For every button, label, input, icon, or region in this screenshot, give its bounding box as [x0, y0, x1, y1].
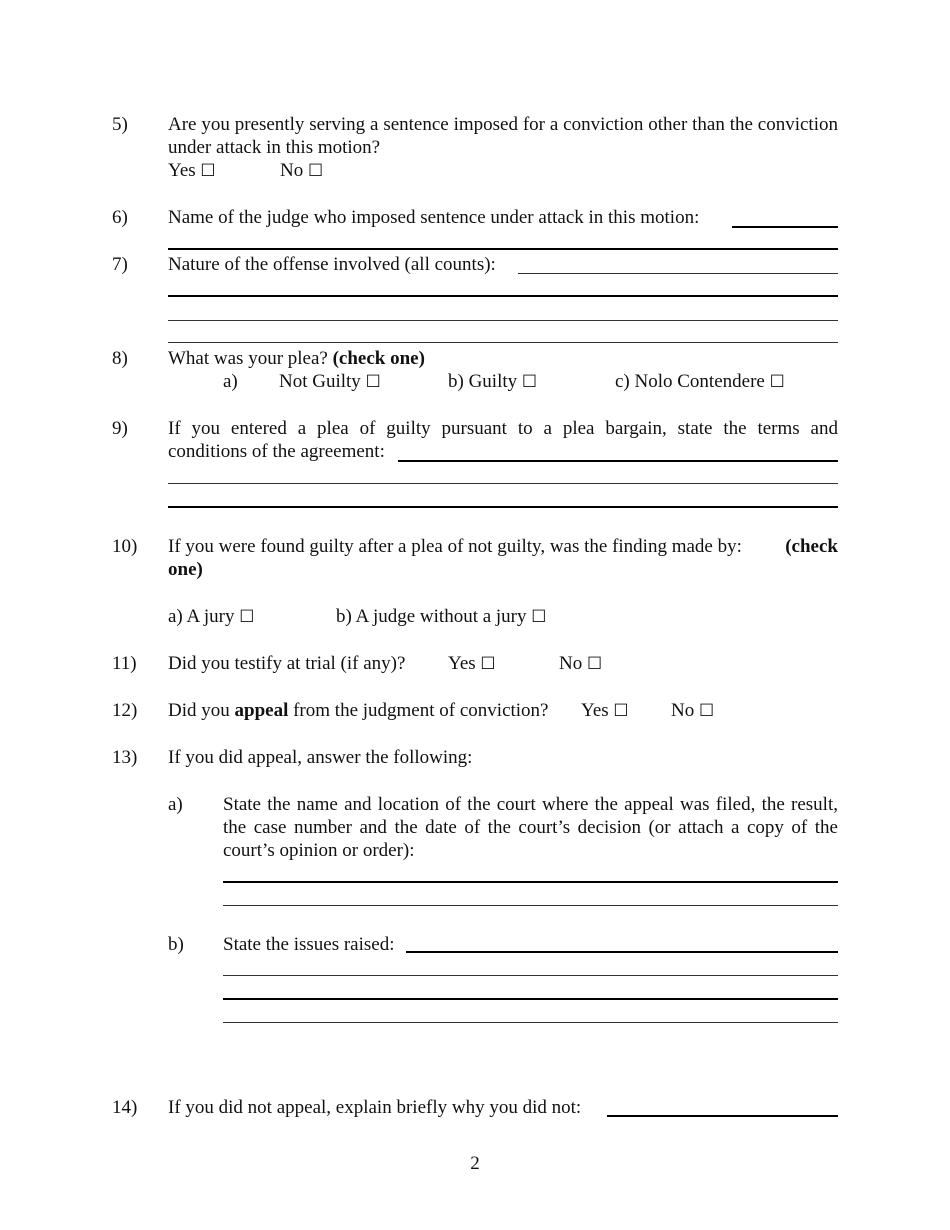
q13a-letter: a): [168, 794, 183, 815]
q8-option-a-letter: a): [223, 371, 238, 392]
q12-question: [168, 699, 549, 722]
q5-number: 5): [112, 114, 128, 135]
q8-not-guilty-label: Not Guilty: [279, 371, 361, 392]
q8-option-not-guilty: [279, 370, 381, 394]
q8-not-guilty-checkbox[interactable]: ☐: [365, 372, 381, 392]
q10-option-judge: [336, 605, 547, 629]
q8-question-text: What was your plea?: [168, 348, 328, 369]
q9-number: 9): [112, 418, 128, 439]
q9-answer-line[interactable]: [398, 460, 838, 462]
q13b-answer-line-4[interactable]: [223, 1022, 838, 1023]
q7-answer-line[interactable]: [518, 273, 838, 274]
q10-instruction-part-1: [785, 535, 838, 558]
q13b-letter: b): [168, 934, 184, 955]
q10-jury-checkbox[interactable]: ☐: [239, 607, 255, 627]
q10-judge-checkbox[interactable]: ☐: [531, 607, 547, 627]
q11-yes-option: [448, 652, 496, 676]
q8-option-nolo: [615, 370, 785, 394]
q8-option-guilty: [448, 370, 537, 394]
q10-number: 10): [112, 536, 138, 557]
q5-no-label: No: [280, 160, 304, 181]
q7-answer-line-3[interactable]: [168, 320, 838, 321]
q12-text-post: from the judgment of conviction?: [293, 700, 549, 721]
q8-guilty-checkbox[interactable]: ☐: [521, 372, 538, 392]
q8-number: 8): [112, 348, 128, 369]
q5-no-checkbox[interactable]: ☐: [307, 161, 324, 181]
q12-no-label: No: [671, 700, 695, 721]
q8-nolo-label: c) Nolo Contendere: [615, 371, 765, 392]
q10-option-jury: [168, 605, 255, 629]
q13a-question: State the name and location of the court where the appeal was filed, the result, the case number and the date of the court’s decision (or attach a copy of the court’s opinion or order):: [223, 794, 838, 861]
q10-jury-label: a) A jury: [168, 606, 235, 627]
q12-yes-option: [581, 699, 629, 723]
q14-question: If you did not appeal, explain briefly why you did not:: [168, 1097, 582, 1118]
q10-question: If you were found guilty after a plea of not guilty, was the finding made by:: [168, 536, 742, 557]
q5-question: Are you presently serving a sentence imposed for a conviction other than the conviction under attack in this motion?: [168, 114, 838, 158]
q5-no-option: [280, 159, 323, 183]
q6-question: Name of the judge who imposed sentence under attack in this motion:: [168, 207, 700, 228]
q10-instruction-bold-1: (check: [785, 536, 838, 557]
q10-instruction-bold-2: one): [168, 559, 203, 580]
q14-answer-line[interactable]: [607, 1115, 838, 1117]
q7-answer-line-4[interactable]: [168, 342, 838, 343]
q13b-answer-line-3[interactable]: [223, 998, 838, 1000]
q12-number: 12): [112, 700, 138, 721]
q7-answer-line-2[interactable]: [168, 295, 838, 297]
q9-question-line-1: If you entered a plea of guilty pursuant to a plea bargain, state the terms and: [168, 418, 838, 439]
page-number: 2: [470, 1153, 480, 1174]
q11-yes-checkbox[interactable]: ☐: [480, 654, 496, 674]
q9-answer-line-2[interactable]: [168, 483, 838, 484]
q8-guilty-label: b) Guilty: [448, 371, 518, 392]
q9-question-line-2: conditions of the agreement:: [168, 441, 385, 462]
q11-no-label: No: [559, 653, 583, 674]
q10-instruction-part-2: [168, 558, 203, 581]
q12-yes-label: Yes: [581, 700, 609, 721]
q14-number: 14): [112, 1097, 138, 1118]
q7-number: 7): [112, 254, 128, 275]
q11-number: 11): [112, 653, 137, 674]
q13b-question: State the issues raised:: [223, 934, 395, 955]
q6-answer-line-2[interactable]: [168, 248, 838, 250]
q10-judge-label: b) A judge without a jury: [336, 606, 527, 627]
q12-no-option: [671, 699, 714, 723]
q12-text-bold: appeal: [234, 700, 289, 721]
q5-yes-label: Yes: [168, 160, 196, 181]
q11-no-option: [559, 652, 602, 676]
q8-question: [168, 347, 425, 370]
q13a-answer-line-1[interactable]: [223, 881, 838, 883]
q8-nolo-checkbox[interactable]: ☐: [769, 372, 785, 392]
q7-question: Nature of the offense involved (all counts):: [168, 254, 496, 275]
q5-yes-checkbox[interactable]: ☐: [200, 161, 216, 181]
q13b-answer-line[interactable]: [406, 951, 838, 953]
q11-yes-label: Yes: [448, 653, 476, 674]
q13-number: 13): [112, 747, 138, 768]
q11-question: Did you testify at trial (if any)?: [168, 653, 406, 674]
q12-no-checkbox[interactable]: ☐: [698, 701, 715, 721]
q9-answer-line-3[interactable]: [168, 506, 838, 508]
q12-yes-checkbox[interactable]: ☐: [613, 701, 629, 721]
q6-answer-line[interactable]: [732, 226, 838, 228]
q12-text-pre: Did you: [168, 700, 230, 721]
q13-question: If you did appeal, answer the following:: [168, 747, 473, 768]
q5-yes-option: [168, 159, 216, 183]
q11-no-checkbox[interactable]: ☐: [586, 654, 603, 674]
q8-instruction: (check one): [332, 348, 425, 369]
q13a-answer-line-2[interactable]: [223, 905, 838, 906]
q6-number: 6): [112, 207, 128, 228]
q13b-answer-line-2[interactable]: [223, 975, 838, 976]
